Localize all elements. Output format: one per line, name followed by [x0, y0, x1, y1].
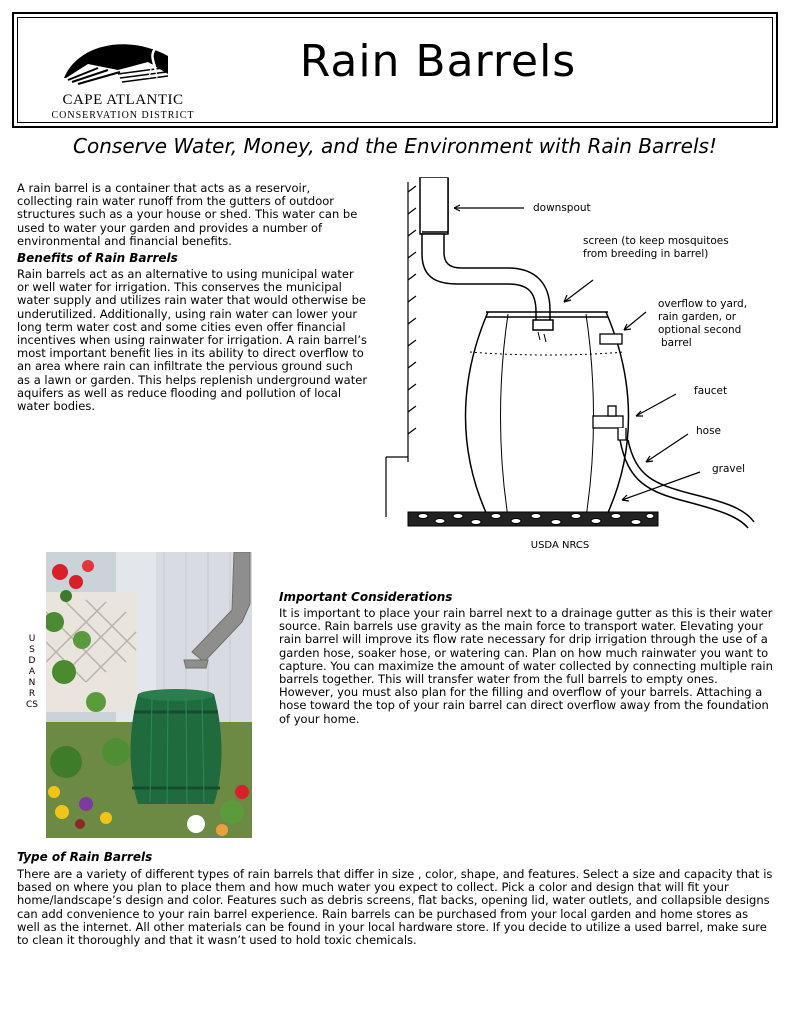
page-subtitle: Conserve Water, Money, and the Environment with Rain Barrels! — [73, 134, 717, 158]
important-considerations-section — [279, 590, 773, 726]
benefits-paragraph: Rain barrels act as an alternative to using municipal water or well water for irrigation. This conserves the municipal water supply and utilizes rain water that would otherwise be underutilized. Additionally, using rain water can lower your long term water cost and some cities even offer financial incentives when using rainwater for irrigation. A rain barrel’s most important benefit lies in its ability to direct overflow to an area where rain can infiltrate the pervious ground such as a lawn or garden. This helps replenish underground water aquifers as well as reduce flooding and pollution of local water bodies. — [17, 267, 368, 414]
rain-barrel-diagram — [378, 172, 778, 552]
logo-name: CAPE ATLANTIC — [62, 92, 184, 108]
overflow-pipe — [600, 334, 622, 344]
label-overflow-line2: rain garden, or — [658, 311, 737, 323]
header-box — [12, 12, 778, 128]
label-overflow-line3: optional second — [658, 324, 742, 336]
faucet — [593, 406, 626, 440]
label-overflow-line1: overflow to yard, — [658, 298, 748, 310]
green-barrel — [131, 689, 222, 804]
intro-paragraph: A rain barrel is a container that acts as a reservoir, collecting rain water runoff from the gutters of outdoor structures such as a your house or shed. This water can be used to water your garden and provides a number of environmental and financial benefits. — [17, 181, 358, 248]
heron-landscape-logo-icon — [58, 34, 178, 90]
photo-credit-vertical: USDA NRCS — [26, 634, 38, 710]
label-hose: hose — [696, 425, 722, 437]
label-faucet: faucet — [694, 385, 728, 397]
rain-barrel-photo — [46, 552, 252, 838]
district-logo — [28, 34, 218, 126]
page-title: Rain Barrels — [299, 36, 577, 87]
diagram-credit: USDA NRCS — [530, 540, 590, 551]
important-paragraph: It is important to place your rain barrel next to a drainage gutter as this is their water source. Rain barrels use gravity as the main force to transport water. Elevating your rain barrel will improve its flow rate necessary for drip irrigation through the use of a garden hose, soaker hose, or watering can. Plan on how much rainwater you want to capture. You can maximize the amount of water collected by connecting multiple rain barrels together. This will transfer water from the full barrels to empty ones. However, you must also plan for the filling and overflow of your barrels. Attaching a hose toward the top of your rain barrel can direct overflow away from the foundation of your home. — [279, 606, 773, 726]
downspout-pipe — [420, 178, 553, 330]
types-paragraph: There are a variety of different types of rain barrels that differ in size , color, shape, and features. Select a size and capacity that is based on where you plan to place them and how much water you expect to collect. Pick a color and design that will fit your home/landscape’s design and color. Features such as debris screens, flat backs, opening lid, water outlets, and collapsible designs can add convenience to your rain barrel experience. Rain barrels can be purchased from your local garden and home stores as well as the internet. All other materials can be found in your local hardware store. If you decide to utilize a used barrel, make sure to clean it thoroughly and that it wasn’t used to hold toxic chemicals. — [17, 867, 773, 948]
gravel-bed — [408, 512, 658, 526]
benefits-heading: Benefits of Rain Barrels — [17, 251, 178, 266]
types-section — [17, 850, 774, 947]
header-inner-border — [17, 17, 773, 123]
label-screen-line1: screen (to keep mosquitoes — [583, 235, 729, 247]
types-heading: Type of Rain Barrels — [17, 850, 153, 864]
house-wall-siding — [386, 182, 416, 517]
label-overflow-line4: barrel — [661, 337, 692, 349]
label-screen-line2: from breeding in barrel) — [583, 248, 709, 260]
label-gravel: gravel — [712, 463, 746, 475]
logo-subtitle: CONSERVATION DISTRICT — [51, 110, 195, 121]
label-downspout: downspout — [533, 202, 591, 214]
important-heading: Important Considerations — [279, 590, 453, 604]
intro-column — [17, 182, 369, 413]
